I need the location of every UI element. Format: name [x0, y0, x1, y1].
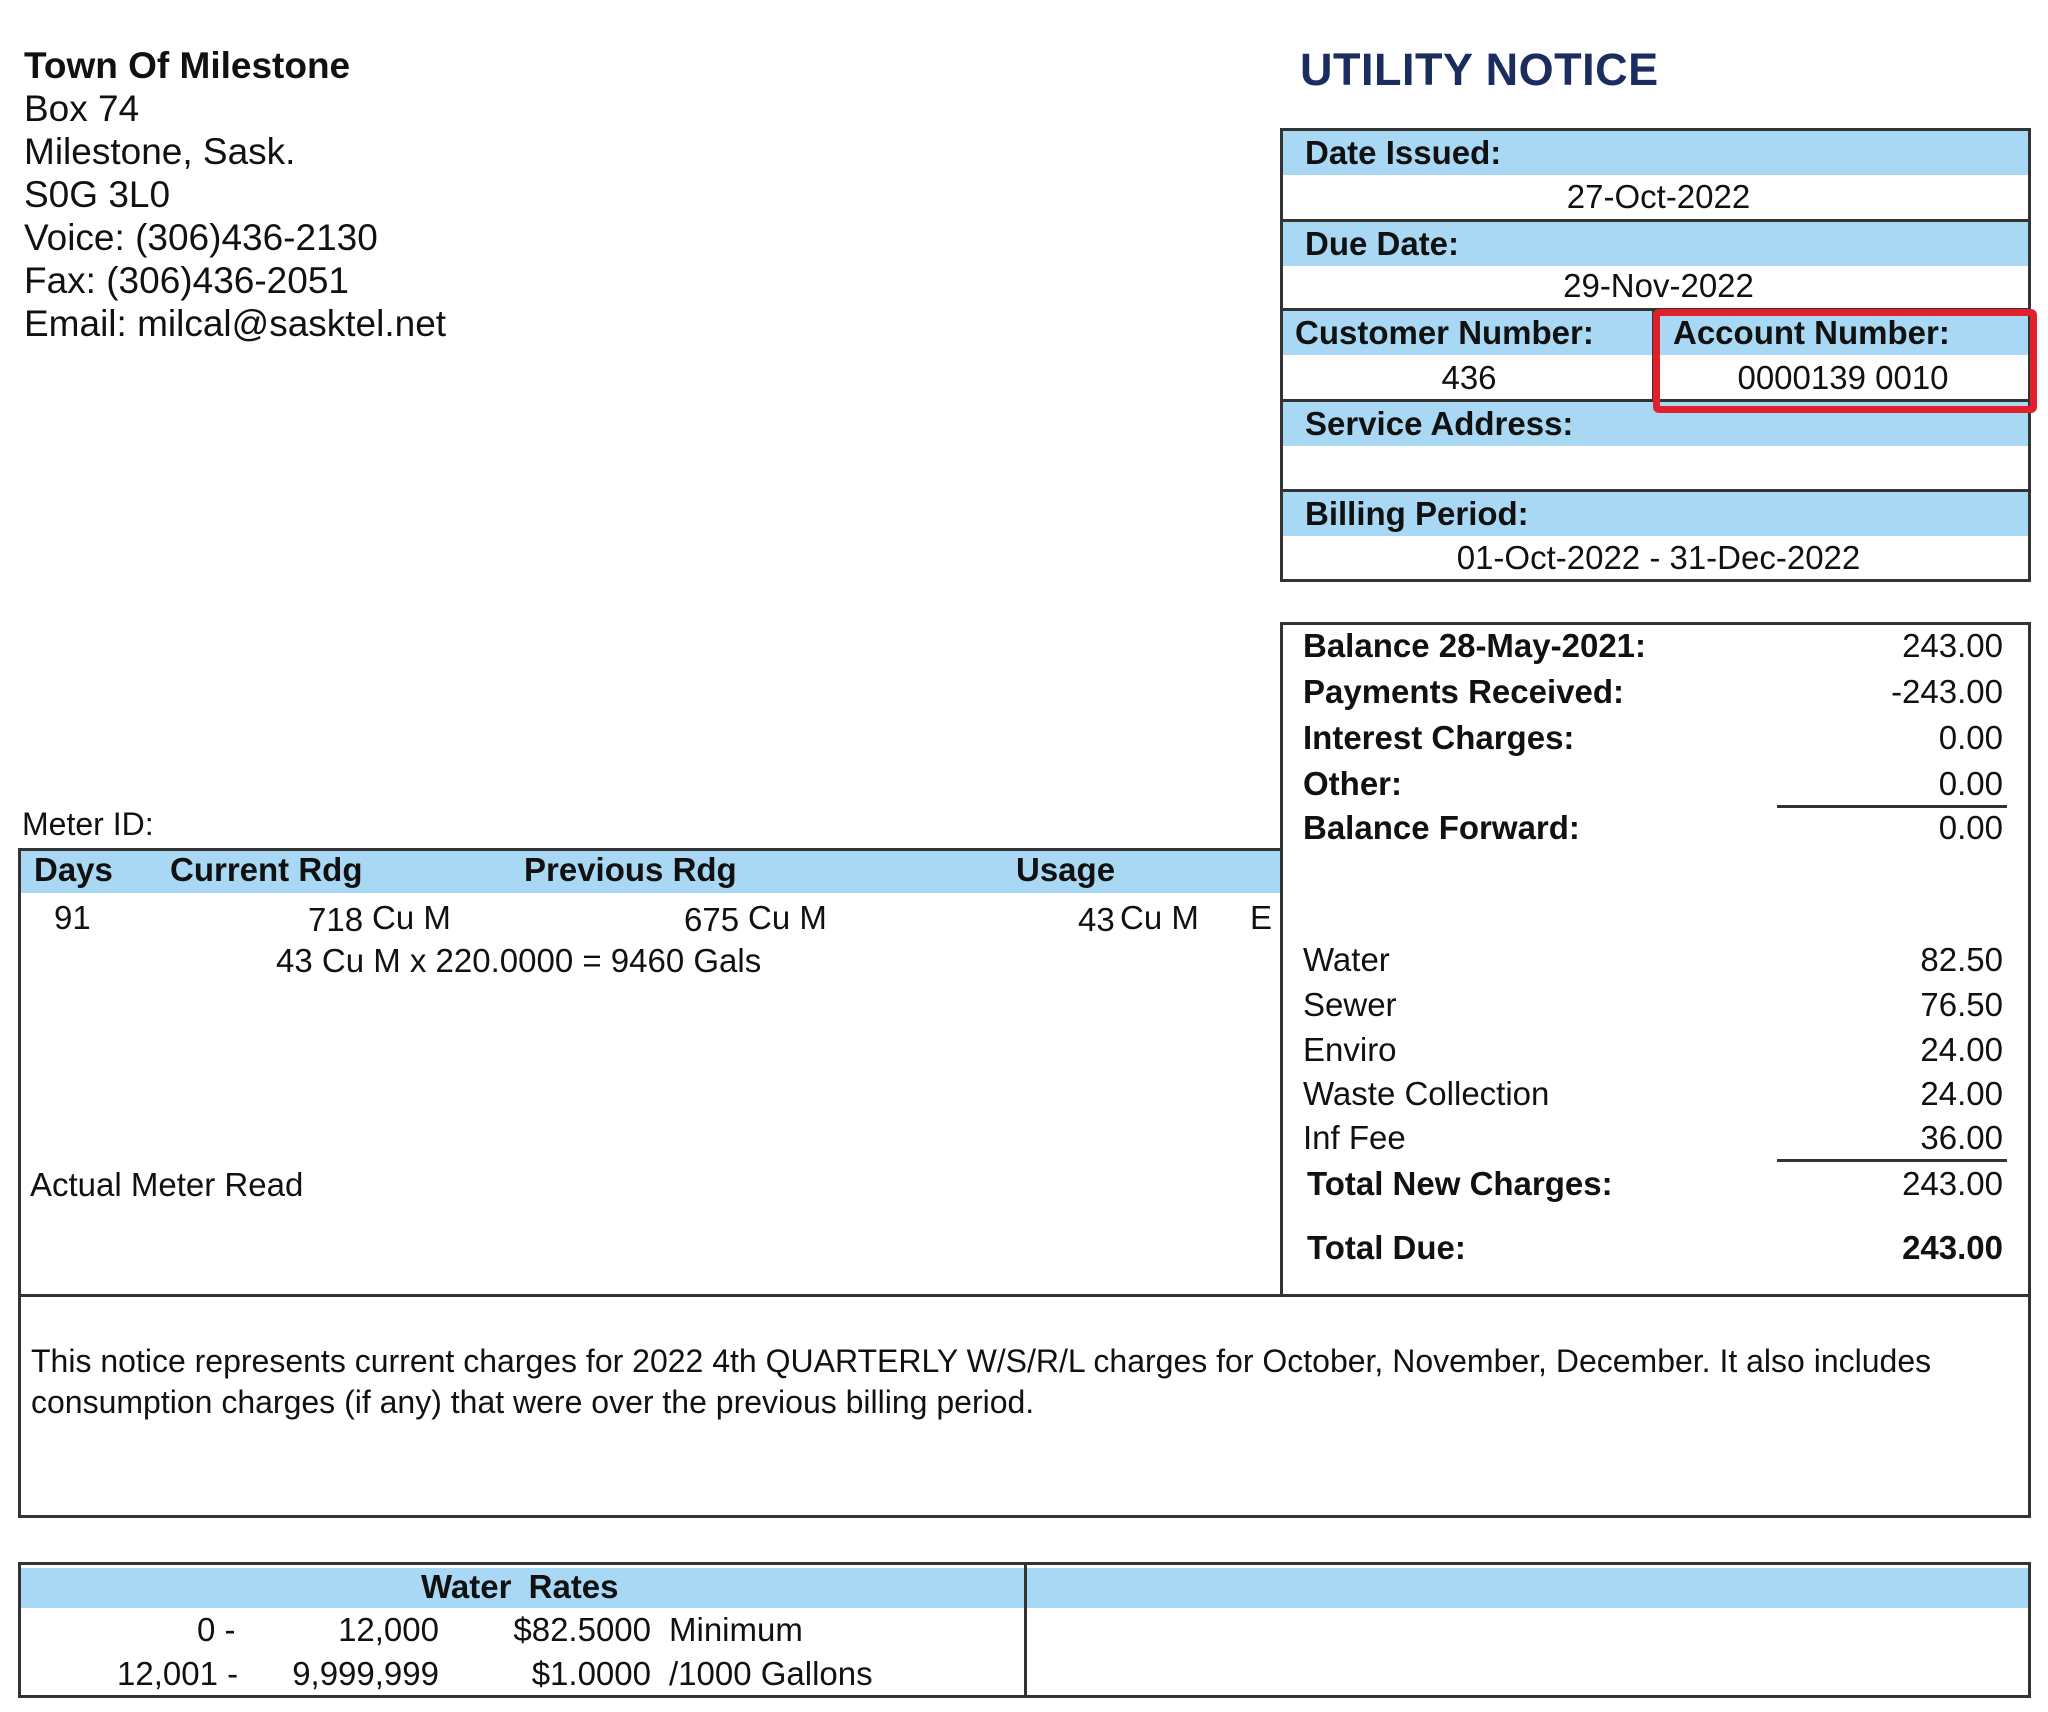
rate-unit: /1000 Gallons [669, 1655, 873, 1692]
meter-read-type: Actual Meter Read [30, 1166, 304, 1203]
billing-period-label: Billing Period: [1305, 495, 1529, 532]
charge-label: Enviro [1303, 1031, 1397, 1068]
rate-to: 9,999,999 [292, 1655, 439, 1692]
sender-email: Email: milcal@sasktel.net [24, 303, 447, 344]
meter-estimate-flag: E [1250, 899, 1273, 936]
charge-value: 82.50 [1920, 941, 2003, 978]
sender-name: Town Of Milestone [24, 45, 351, 86]
balance-box [1280, 622, 2031, 1296]
charges-total-rule [1777, 1159, 2007, 1162]
water-rates-table [18, 1562, 2031, 1698]
charge-label: Water [1303, 941, 1390, 978]
sender-voice: Voice: (306)436-2130 [24, 217, 378, 258]
sender-address [24, 44, 446, 345]
meter-usage-unit: Cu M [1120, 899, 1199, 936]
meter-previous-reading: 675 [684, 901, 740, 938]
due-date-value: 29-Nov-2022 [1563, 267, 1754, 304]
meter-current-reading: 718 [308, 901, 364, 938]
water-rates-title: Water Rates [421, 1568, 619, 1605]
customer-number-label: Customer Number: [1295, 314, 1594, 351]
meter-previous-unit: Cu M [748, 899, 827, 936]
interest-label: Interest Charges: [1303, 719, 1575, 756]
account-number-value: 0000139 0010 [1737, 359, 1949, 396]
meter-id-label: Meter ID: [22, 806, 154, 842]
total-new-charges-value: 243.00 [1902, 1165, 2003, 1202]
notice-info-box [1280, 128, 2031, 582]
balance-forward-value: 0.00 [1938, 809, 2003, 846]
meter-header-previous: Previous Rdg [524, 851, 737, 888]
total-due-label: Total Due: [1307, 1229, 1466, 1266]
balance-value: 243.00 [1902, 627, 2003, 664]
meter-usage: 43 [1078, 901, 1115, 938]
other-label: Other: [1303, 765, 1402, 802]
due-date-label: Due Date: [1305, 225, 1460, 262]
rate-unit: Minimum [669, 1611, 803, 1648]
rate-from: 0 - [197, 1611, 236, 1648]
meter-days: 91 [54, 899, 91, 936]
service-address-label: Service Address: [1305, 405, 1574, 442]
meter-header-days: Days [34, 851, 113, 888]
account-number-highlight [1653, 309, 2037, 413]
rate-amount: $82.5000 [513, 1611, 651, 1648]
subtotal-rule [1777, 805, 2007, 808]
billing-period-value: 01-Oct-2022 - 31-Dec-2022 [1456, 539, 1861, 576]
total-new-charges-label: Total New Charges: [1307, 1165, 1613, 1202]
payments-value: -243.00 [1891, 673, 2003, 710]
total-due-value: 243.00 [1902, 1229, 2003, 1266]
sender-postal: S0G 3L0 [24, 174, 171, 215]
charge-label: Inf Fee [1303, 1119, 1406, 1156]
rate-from: 12,001 - [117, 1655, 239, 1692]
balance-forward-label: Balance Forward: [1303, 809, 1580, 846]
sender-fax: Fax: (306)436-2051 [24, 260, 349, 301]
meter-header-usage: Usage [1016, 851, 1116, 888]
charge-value: 24.00 [1920, 1031, 2003, 1068]
document-title: UTILITY NOTICE [1300, 44, 1659, 95]
charge-label: Waste Collection [1303, 1075, 1550, 1112]
charge-value: 76.50 [1920, 986, 2003, 1023]
charge-value: 24.00 [1920, 1075, 2003, 1112]
payments-label: Payments Received: [1303, 673, 1624, 710]
rate-to: 12,000 [338, 1611, 439, 1648]
charge-label: Sewer [1303, 986, 1397, 1023]
meter-current-unit: Cu M [372, 899, 451, 936]
interest-value: 0.00 [1938, 719, 2003, 756]
balance-label: Balance 28-May-2021: [1303, 627, 1647, 664]
rate-amount: $1.0000 [531, 1655, 651, 1692]
date-issued-value: 27-Oct-2022 [1566, 178, 1751, 215]
divider [1024, 1565, 1027, 1695]
meter-conversion: 43 Cu M x 220.0000 = 9460 Gals [276, 942, 762, 979]
notice-message-box [18, 1294, 2031, 1518]
account-number-label: Account Number: [1673, 314, 1950, 351]
sender-city: Milestone, Sask. [24, 131, 296, 172]
meter-header-current: Current Rdg [170, 851, 363, 888]
sender-box: Box 74 [24, 88, 140, 129]
date-issued-label: Date Issued: [1305, 134, 1502, 171]
charge-value: 36.00 [1920, 1119, 2003, 1156]
notice-message: This notice represents current charges for 2022 4th QUARTERLY W/S/R/L charges for October, November, December. It also includes consumption charges (if any) that were over the previous billing period. [31, 1343, 1932, 1420]
customer-number-value: 436 [1441, 359, 1497, 396]
other-value: 0.00 [1938, 765, 2003, 802]
